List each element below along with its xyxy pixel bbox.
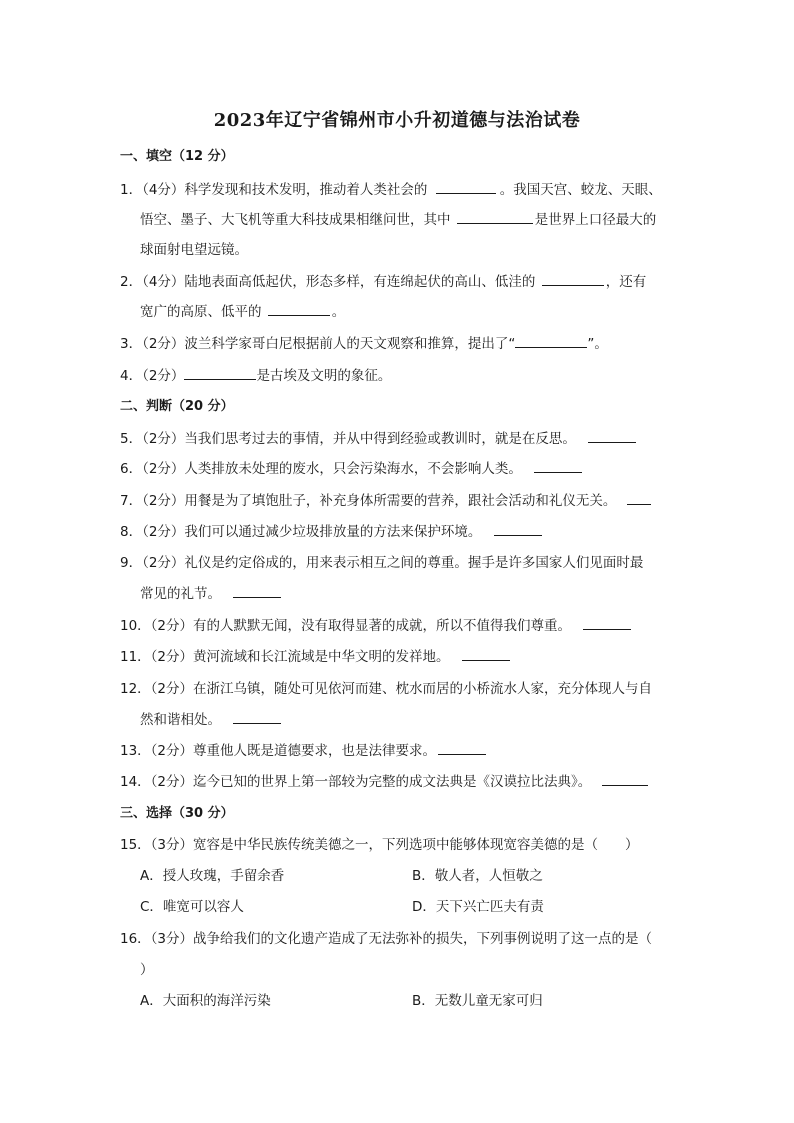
answer-blank (233, 711, 281, 724)
question-4-text: 4．（2分） (120, 368, 185, 384)
answer-blank (627, 492, 651, 505)
question-3 (120, 332, 608, 352)
question-9-text-2: 常见的礼节。 (140, 586, 221, 602)
question-12-line-2 (140, 708, 281, 728)
question-7-text: 7．（2分）用餐是为了填饱肚子，补充身体所需要的营养，跟社会活动和礼仪无关。 (120, 493, 617, 509)
question-1-text-2: 悟空、墨子、大飞机等重大科技成果相继问世，其中 (140, 212, 451, 228)
question-2-text-3: 。 (331, 304, 346, 320)
question-2 (120, 270, 646, 290)
question-13 (120, 739, 486, 759)
question-15-option-c: C．唯宽可以容人 (140, 899, 244, 915)
question-11 (120, 645, 510, 665)
question-2-text-2: 宽广的高原、低平的 (140, 304, 262, 320)
question-12: 12．（2分）在浙江乌镇，随处可见依河而建、枕水而居的小桥流水人家，充分体现人与自 (120, 681, 653, 697)
question-8-text: 8．（2分）我们可以通过减少垃圾排放量的方法来保护环境。 (120, 524, 482, 540)
section-heading-true-false: 二、判断（20 分） (120, 399, 234, 414)
question-2-line-2 (140, 300, 345, 320)
answer-blank (457, 211, 533, 224)
question-7 (120, 489, 651, 509)
section-heading-fill-blank: 一、填空（12 分） (120, 149, 234, 164)
answer-blank (602, 773, 648, 786)
question-11-text: 11．（2分）黄河流域和长江流域是中华文明的发祥地。 (120, 649, 450, 665)
question-1-line-2 (140, 208, 656, 228)
question-4 (120, 364, 391, 384)
question-5-text: 5．（2分）当我们思考过去的事情，并从中得到经验或教训时，就是在反思。 (120, 431, 576, 447)
question-15: 15．（3分）宽容是中华民族传统美德之一，下列选项中能够体现宽容美德的是（ ） (120, 837, 639, 853)
answer-blank (534, 460, 582, 473)
question-1-text-3: 是世界上口径最大的 (534, 212, 657, 228)
question-9-line-2 (140, 582, 281, 602)
question-9: 9．（2分）礼仪是约定俗成的，用来表示相互之间的尊重。握手是许多国家人们见面时最 (120, 555, 644, 571)
question-14-text: 14．（2分）迄今已知的世界上第一部较为完整的成文法典是《汉谟拉比法典》。 (120, 774, 592, 790)
question-1-text: 1．（4分）科学发现和技术发明，推动着人类社会的 (120, 182, 428, 198)
answer-blank (515, 335, 587, 348)
question-15-option-d: D．天下兴亡匹夫有责 (412, 899, 544, 915)
question-5 (120, 427, 636, 447)
question-16: 16．（3分）战争给我们的文化遗产造成了无法弥补的损失，下列事例说明了这一点的是（ (120, 931, 653, 947)
question-16-option-b: B．无数儿童无家可归 (412, 993, 543, 1009)
answer-blank (588, 430, 636, 443)
answer-blank (438, 742, 486, 755)
answer-blank (233, 585, 281, 598)
question-6 (120, 457, 582, 477)
question-4-text-cont: 是古埃及文明的象征。 (256, 368, 392, 384)
question-10-text: 10．（2分）有的人默默无闻，没有取得显著的成就，所以不值得我们尊重。 (120, 618, 572, 634)
answer-blank (184, 367, 256, 380)
question-15-option-b: B．敬人者，人恒敬之 (412, 868, 543, 884)
question-10 (120, 614, 631, 634)
question-3-text: 3．（2分）波兰科学家哥白尼根据前人的天文观察和推算，提出了“ (120, 336, 516, 352)
question-14 (120, 770, 648, 790)
question-16-option-a: A．大面积的海洋污染 (140, 993, 271, 1009)
section-heading-multiple-choice: 三、选择（30 分） (120, 806, 234, 821)
page-title: 2023年辽宁省锦州市小升初道德与法治试卷 (213, 110, 581, 131)
question-13-text: 13．（2分）尊重他人既是道德要求，也是法律要求。 (120, 743, 437, 759)
answer-blank (268, 303, 330, 316)
question-2-text: 2．（4分）陆地表面高低起伏，形态多样，有连绵起伏的高山、低洼的 (120, 274, 536, 290)
question-6-text: 6．（2分）人类排放未处理的废水，只会污染海水，不会影响人类。 (120, 461, 522, 477)
answer-blank (542, 273, 604, 286)
question-1-line-3: 球面射电望远镜。 (140, 242, 248, 258)
answer-blank (583, 617, 631, 630)
question-3-text-cont: ”。 (587, 336, 608, 352)
question-15-option-a: A．授人玫瑰，手留余香 (140, 868, 285, 884)
question-12-text-2: 然和谐相处。 (140, 712, 221, 728)
question-8 (120, 520, 542, 540)
question-2-text-cont: ，还有 (605, 274, 647, 290)
answer-blank (494, 523, 542, 536)
answer-blank (436, 181, 496, 194)
question-1 (120, 178, 662, 198)
answer-blank (462, 648, 510, 661)
question-16-line-2: ） (140, 962, 154, 978)
question-1-text-cont: 。我国天宫、蛟龙、天眼、 (499, 182, 662, 198)
